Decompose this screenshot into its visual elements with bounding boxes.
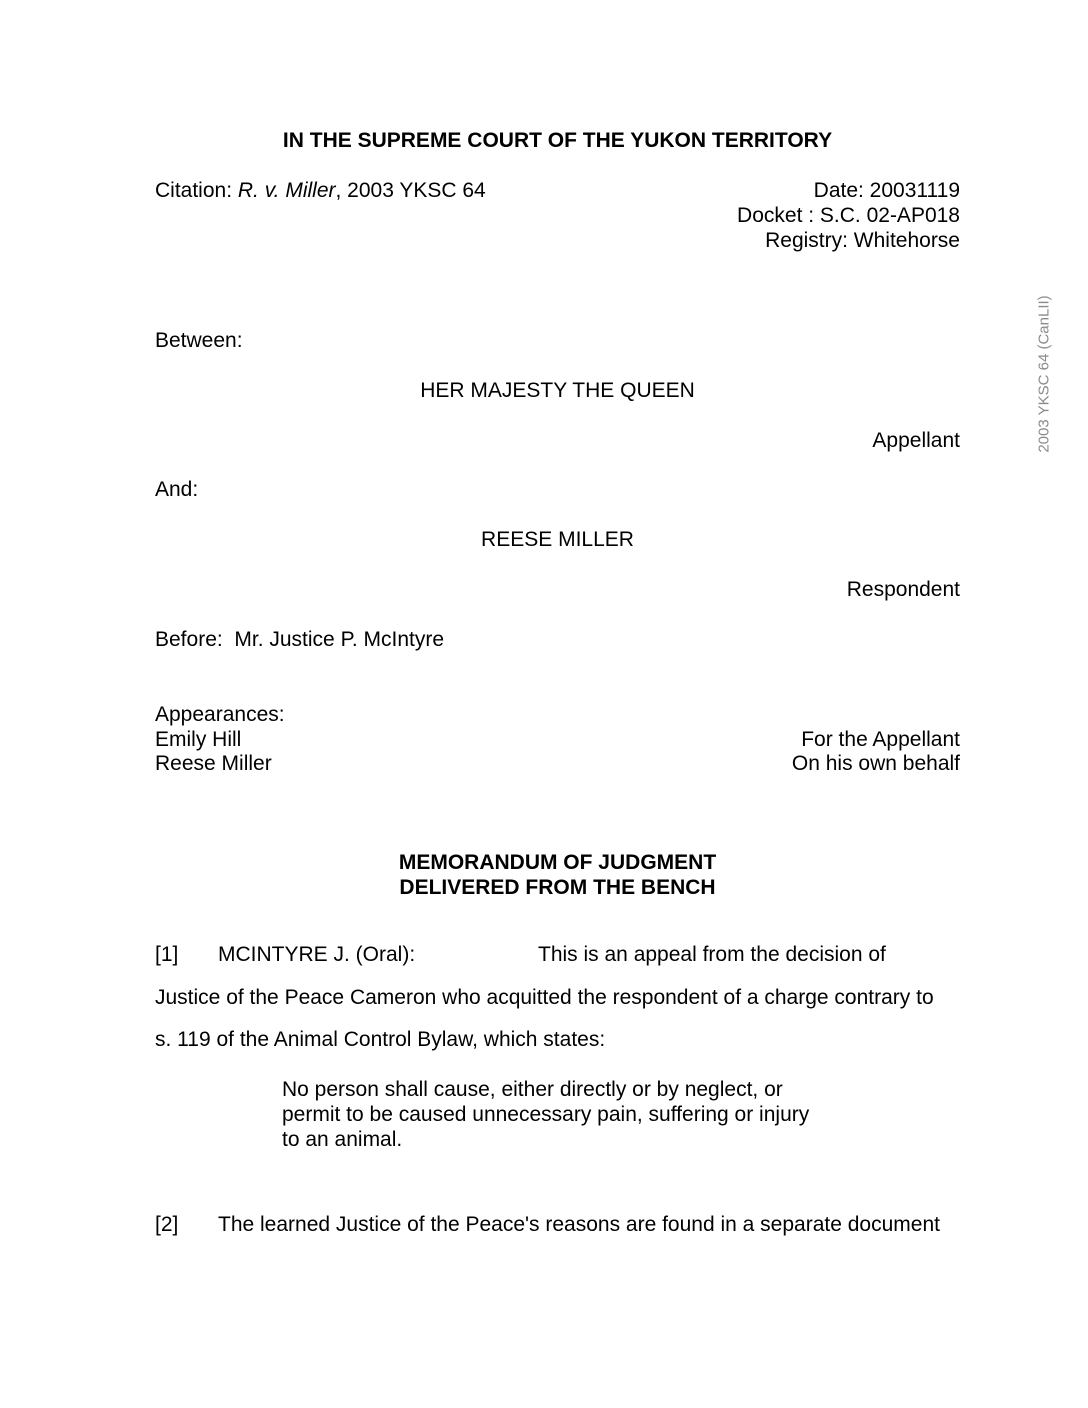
quote-line: No person shall cause, either directly or by neglect, or [282, 1078, 783, 1101]
citation-label: Citation: [155, 179, 233, 202]
judgment-heading-line2: DELIVERED FROM THE BENCH [399, 876, 716, 899]
paragraph-text: Justice of the Peace Cameron who acquitted the respondent of a charge contrary to [155, 986, 934, 1009]
appearance-name: Emily Hill [155, 728, 242, 751]
appearance-role: On his own behalf [791, 752, 960, 775]
date-line: Date: 20031119 [813, 179, 960, 202]
respondent-name: REESE MILLER [481, 528, 634, 551]
paragraph-text: The learned Justice of the Peace's reasons are found in a separate document [218, 1213, 940, 1236]
appearance-role: For the Appellant [801, 728, 960, 751]
docket-line: Docket : S.C. 02-AP018 [737, 204, 960, 227]
appearances-label: Appearances: [155, 703, 285, 726]
court-title: IN THE SUPREME COURT OF THE YUKON TERRITORY [282, 129, 833, 152]
citation-suffix: , 2003 YKSC 64 [335, 179, 486, 202]
appearance-name: Reese Miller [155, 752, 272, 775]
paragraph-text: s. 119 of the Animal Control Bylaw, which states: [155, 1028, 606, 1051]
citation-case-name: R. v. Miller [237, 179, 336, 202]
appellant-name: HER MAJESTY THE QUEEN [420, 379, 695, 402]
quote-line: to an animal. [282, 1128, 403, 1151]
paragraph-text: This is an appeal from the decision of [538, 943, 886, 966]
between-label: Between: [155, 329, 243, 352]
before-line: Before: Mr. Justice P. McIntyre [155, 628, 445, 651]
paragraph-number: [1] [155, 943, 179, 966]
paragraph-number: [2] [155, 1213, 179, 1236]
appellant-role: Appellant [872, 429, 960, 452]
respondent-role: Respondent [846, 578, 960, 601]
citation-line [155, 178, 486, 203]
quote-line: permit to be caused unnecessary pain, suffering or injury [282, 1103, 810, 1126]
and-label: And: [155, 478, 199, 501]
canlii-watermark: 2003 YKSC 64 (CanLII) [1035, 295, 1053, 453]
judgment-heading-line1: MEMORANDUM OF JUDGMENT [398, 851, 717, 874]
registry-line: Registry: Whitehorse [765, 229, 960, 252]
paragraph-speaker: MCINTYRE J. (Oral): [218, 943, 416, 966]
